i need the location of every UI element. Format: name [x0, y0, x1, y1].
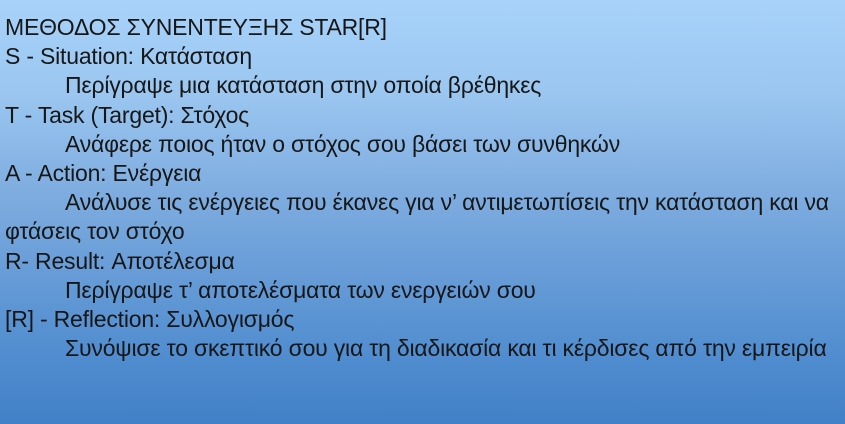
- star-task-description: Ανάφερε ποιος ήταν ο στόχος σου βάσει των συνθηκών: [65, 130, 620, 157]
- star-action-description: Ανάλυσε τις ενέργειες που έκανες για ν’ αντιμετωπίσεις την κατάσταση και να φτάσεις τον στόχο: [5, 189, 829, 245]
- star-result-heading: R- Result: Αποτέλεσμα: [5, 247, 235, 274]
- star-reflection-description: Συνόψισε το σκεπτικό σου για τη διαδικασία και τι κέρδισες από την εμπειρία: [65, 335, 827, 362]
- slide-text-block: [5, 13, 842, 363]
- star-result-description: Περίγραψε τ’ αποτελέσματα των ενεργειών σου: [65, 276, 536, 303]
- star-situation-description: Περίγραψε μια κατάσταση στην οποία βρέθηκες: [65, 72, 542, 99]
- star-reflection-heading: [R] - Reflection: Συλλογισμός: [5, 306, 295, 333]
- star-situation-heading: S - Situation: Κατάσταση: [5, 43, 252, 70]
- star-task-heading: T - Task (Target): Στόχος: [5, 101, 250, 128]
- slide-title: ΜΕΘΟΔΟΣ ΣΥΝΕΝΤΕΥΞΗΣ STAR[R]: [5, 14, 387, 40]
- star-action-heading: A - Action: Ενέργεια: [5, 160, 202, 187]
